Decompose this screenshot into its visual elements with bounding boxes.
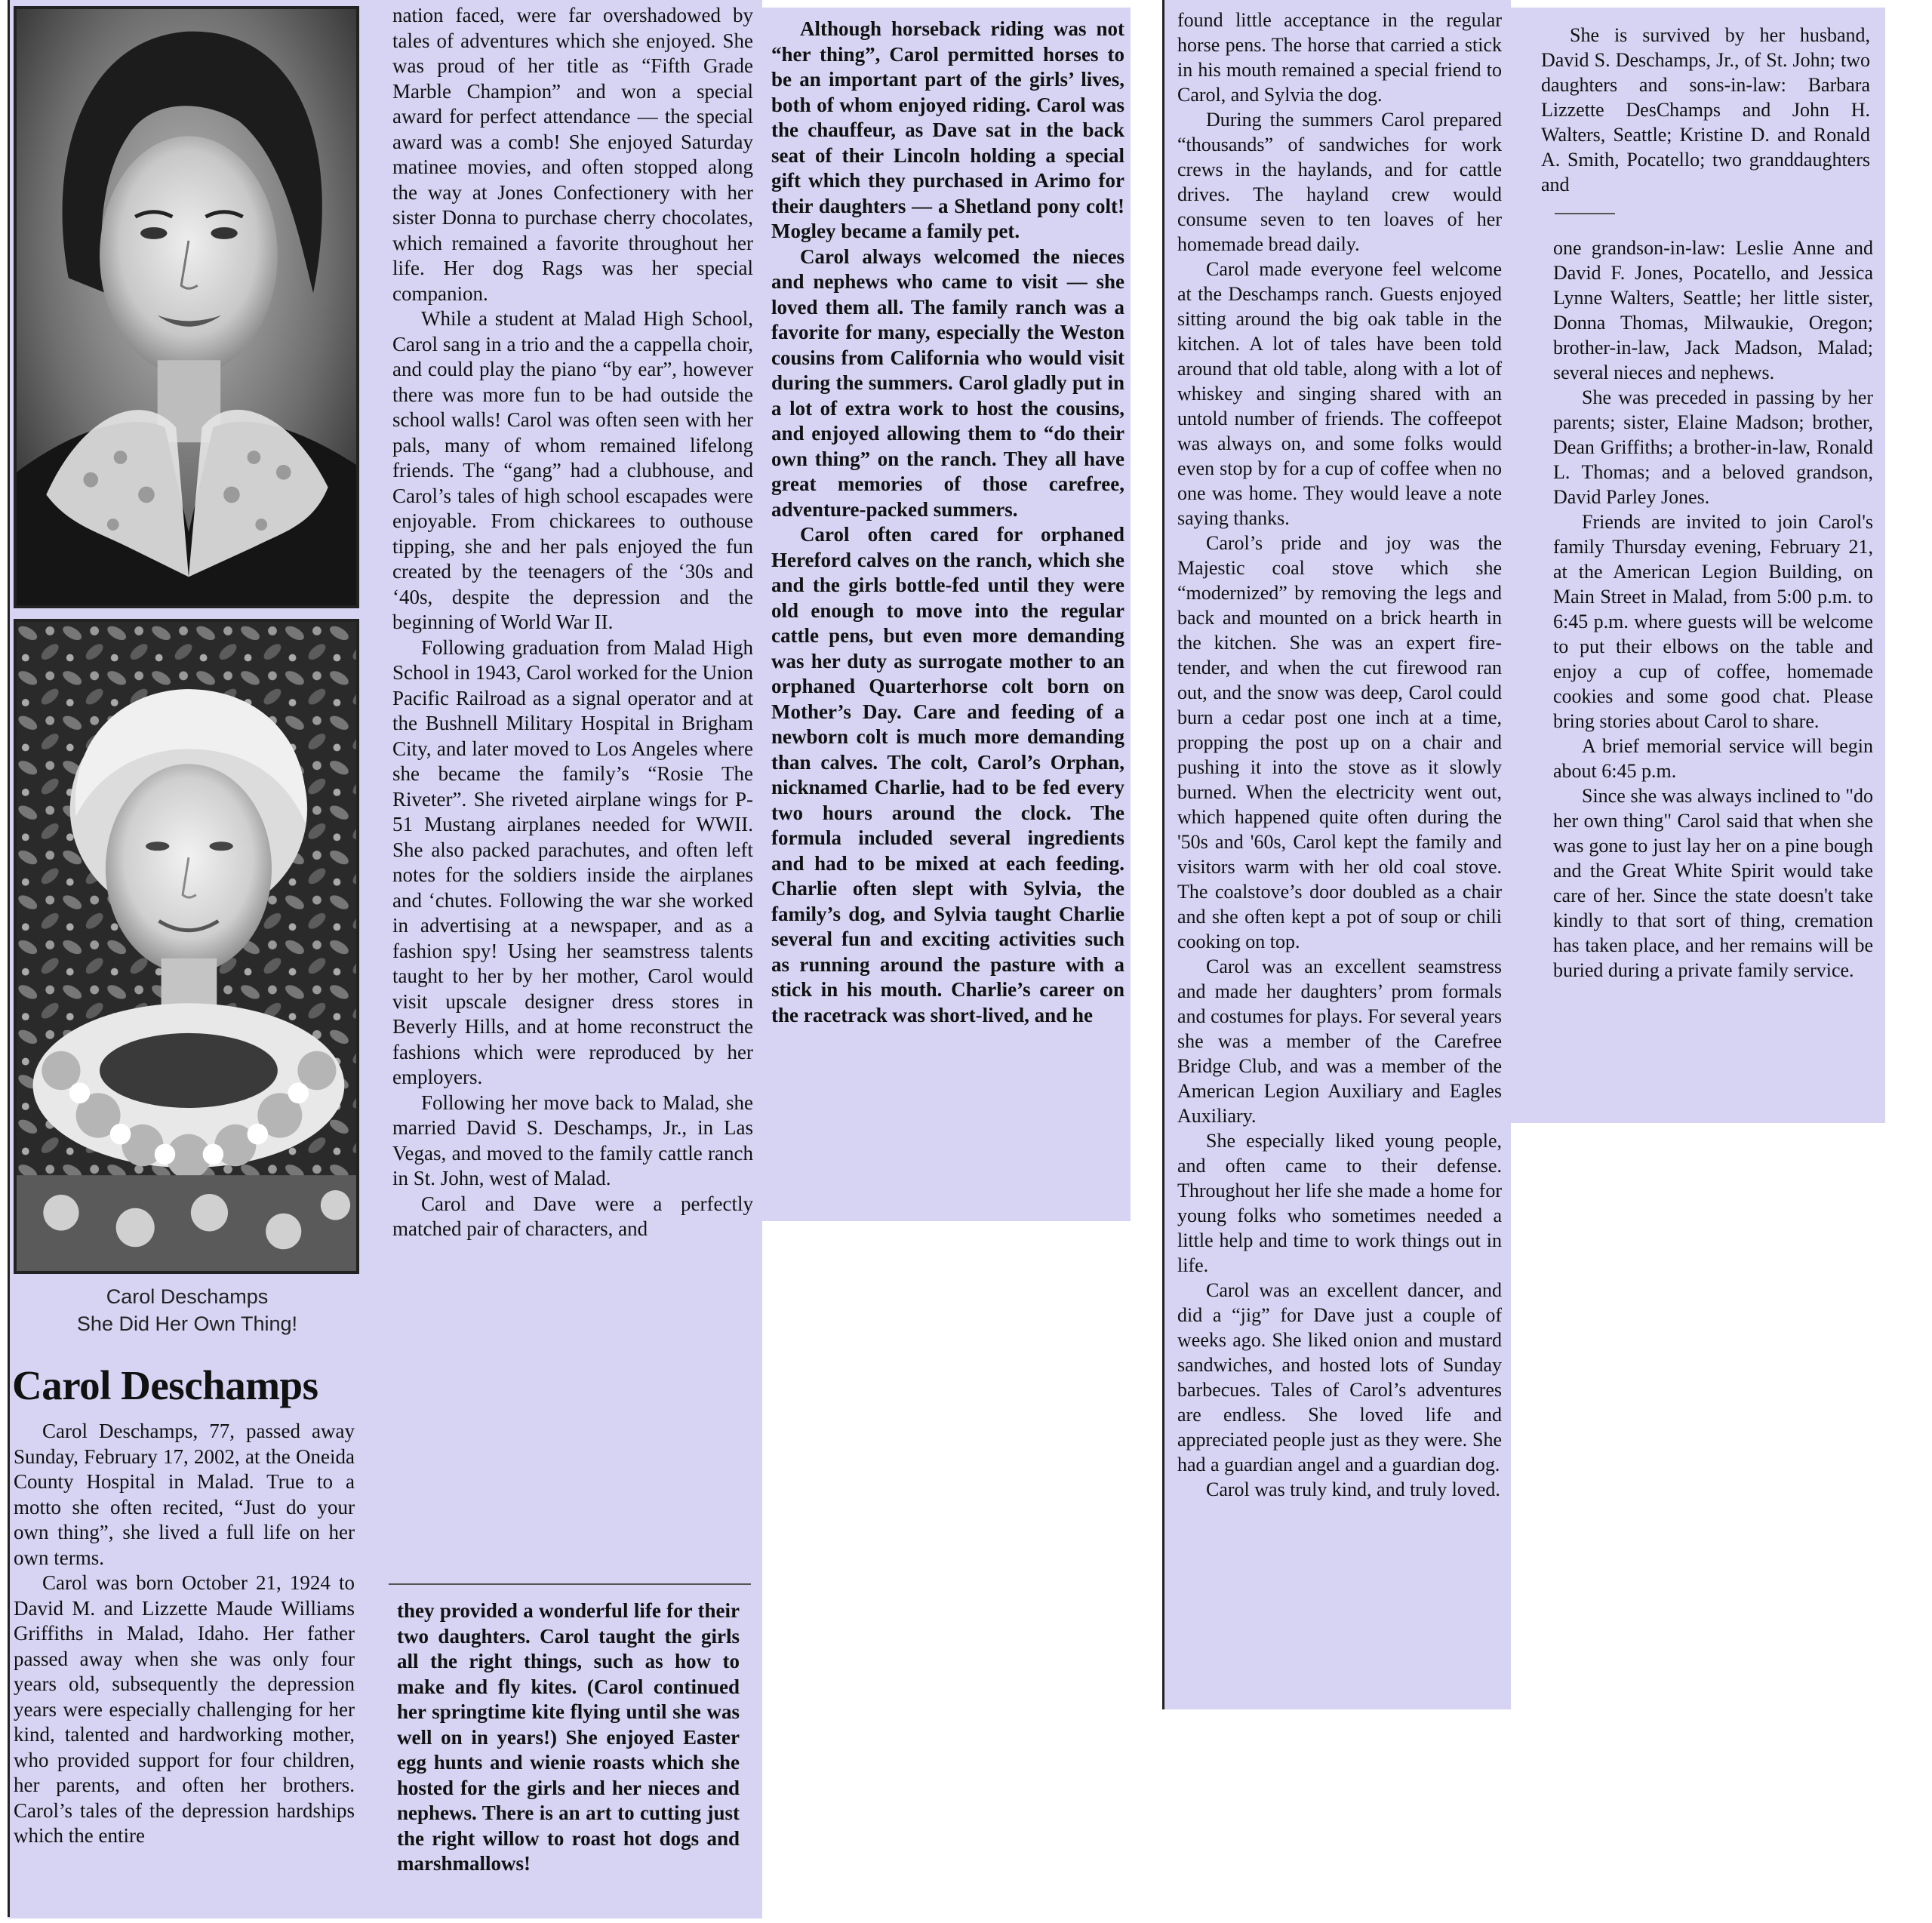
column-2-top: [392, 3, 753, 1242]
paragraph: Following her move back to Malad, she married David S. Deschamps, Jr., in Las Vegas, and moved to the family cattle ranch in St. John, west of Malad.: [392, 1091, 753, 1189]
paragraph: Carol always welcomed the nieces and nephews who came to visit — she loved them all. The family ranch was a favorite for many, especially the Weston cousins from California who would visit during the summers. Carol gladly put in a lot of extra work to host the cousins, and enjoyed allowing them to “do their own thing” on the ranch. They all have great memories of those carefree, adventure-packed summers.: [771, 245, 1124, 521]
paragraph: Since she was always inclined to "do her own thing" Carol said that when she was gone to just lay her on a pine bough and the Great White Spirit would take care of her. Since the state doesn't take kindly to that sort of thing, cremation has taken place, and her remains will be buried during a private family service.: [1553, 785, 1873, 981]
column-2-bottom: [397, 1598, 740, 1877]
paragraph: A brief memorial service will begin about 6:45 p.m.: [1553, 735, 1873, 782]
column-4: [1177, 8, 1502, 1502]
portrait-photo-young: [14, 6, 359, 608]
column-2-divider: [389, 1583, 751, 1585]
photo-caption: [14, 1283, 361, 1337]
column-5-bottom: [1553, 235, 1873, 983]
paragraph: Carol and Dave were a perfectly matched pair of characters, and: [392, 1192, 753, 1240]
portrait-photo-older: [14, 619, 359, 1274]
column-1: [14, 1419, 355, 1849]
column-3: [771, 17, 1124, 1028]
paragraph: She especially liked young people, and often came to their defense. Throughout her life she made a home for young folks who sometimes needed a little help and time to work things out in life.: [1177, 1130, 1502, 1276]
paragraph: She is survived by her husband, David S. Deschamps, Jr., of St. John; two daughters and sons-in-law: Barbara Lizzette DesChamps and John H. Walters, Seattle; Kristine D. and Ronald A. Smith, Pocatello; two granddaughters and: [1541, 24, 1870, 195]
paragraph: found little acceptance in the regular horse pens. The horse that carried a stick in his mouth remained a special friend to Carol, and Sylvia the dog.: [1177, 9, 1502, 106]
paragraph: She was preceded in passing by her parents; sister, Elaine Madson; brother, Dean Griffiths; a brother-in-law, Ronald L. Thomas; and a beloved grandson, David Parley Jones.: [1553, 386, 1873, 508]
paragraph: Carol made everyone feel welcome at the Deschamps ranch. Guests enjoyed sitting around the big oak table in the kitchen. A lot of tales have been told around that old table, along with a lot of whiskey and singing shared with an untold number of friends. The coffeepot was always on, and some folks would even stop by for a cup of coffee when no one was home. They would leave a note saying thanks.: [1177, 258, 1502, 529]
paragraph: Carol was born October 21, 1924 to David M. and Lizzette Maude Williams Griffiths in Malad, Idaho. Her father passed away when she was only four years old, subsequently the depression years were especially challenging for her kind, talented and hardworking mother, who provided support for four children, her parents, and often her brothers. Carol’s tales of the depression hardships which the entire: [14, 1571, 355, 1847]
paragraph: During the summers Carol prepared “thousands” of sandwiches for work crews in the haylands, and for cattle drives. The hayland crew would consume seven to ten loaves of her homemade bread daily.: [1177, 109, 1502, 255]
paragraph: While a student at Malad High School, Carol sang in a trio and the a cappella choir, and could play the piano “by ear”, however there was more fun to be had outside the school walls! Carol was often seen with her pals, many of whom remained lifelong friends. The “gang” had a clubhouse, and Carol’s tales of high school escapades were enjoyable. From chickarees to outhouse tipping, she and her pals enjoyed the fun created by the teenagers of the ‘30s and ‘40s, despite the depression and the beginning of World War II.: [392, 307, 753, 633]
paragraph: Carol was truly kind, and truly loved.: [1206, 1478, 1500, 1500]
left-edge-rule: [8, 0, 10, 1917]
portrait-older-image: [17, 622, 356, 1271]
paragraph: Carol’s pride and joy was the Majestic coal stove which she “modernized” by removing the legs and back and mounted on a brick hearth in the kitchen. She was an expert fire-tender, and when the cut firewood ran out, and the snow was deep, Carol could burn a cedar post one inch at a time, propping the post up on a chair and pushing it into the stove as it slowly burned. When the electricity went out, which happened quite often during the '50s and '60s, Carol kept the family and visitors warm with her old coal stove. The coalstove’s door doubled as a chair and she often kept a pot of soup or chili cooking on top.: [1177, 532, 1502, 952]
paragraph: one grandson-in-law: Leslie Anne and David F. Jones, Pocatello, and Jessica Lynne Walters, Seattle; her little sister, Donna Thomas, Milwaukie, Oregon; brother-in-law, Jack Madson, Malad; several nieces and nephews.: [1553, 237, 1873, 383]
paragraph: Although horseback riding was not “her thing”, Carol permitted horses to be an important part of the girls’ lives, both of whom enjoyed riding. Carol was the chauffeur, as Dave sat in the back seat of their Lincoln holding a special gift which they purchased in Arimo for their daughters — a Shetland pony colt! Mogley became a family pet.: [771, 17, 1124, 242]
paragraph: Carol was an excellent dancer, and did a “jig” for Dave just a couple of weeks ago. She liked onion and mustard sandwiches, and hosted lots of Sunday barbecues. Tales of Carol’s adventures are endless. She loved life and appreciated people just as they were. She had a guardian angel and a guardian dog.: [1177, 1279, 1502, 1475]
column-rule-4: [1162, 0, 1164, 1709]
paragraph: Friends are invited to join Carol's family Thursday evening, February 21, at the American Legion Building, on Main Street in Malad, from 5:00 p.m. to 6:45 p.m. where guests will be welcome to put their elbows on the table and enjoy a cup of coffee, homemade cookies and some good chat. Please bring stories about Carol to share.: [1553, 511, 1873, 732]
column-5-top: [1541, 23, 1870, 197]
obituary-headline: Carol Deschamps: [12, 1362, 318, 1408]
paragraph: they provided a wonderful life for their two daughters. Carol taught the girls all the right things, such as how to make and fly kites. (Carol continued her springtime kite flying until she was well on in years!) She enjoyed Easter egg hunts and wienie roasts which she hosted for the girls and her nieces and nephews. There is an art to cutting just the right willow to roast hot dogs and marshmallows!: [397, 1599, 740, 1875]
paragraph: Carol often cared for orphaned Hereford calves on the ranch, which she and the girls bottle-fed until they were old enough to move into the regular cattle pens, but even more demanding was her duty as surrogate mother to an orphaned Quarterhorse colt born on Mother’s Day. Care and feeding of a newborn colt is much more demanding than calves. The colt, Carol’s Orphan, nicknamed Charlie, had to be fed every two hours around the clock. The formula included several ingredients and had to be mixed at each feeding. Charlie often slept with Sylvia, the family’s dog, and Sylvia taught Charlie several fun and exciting activities such as running around the pasture with a stick in his mouth. Charlie’s career on the racetrack was short-lived, and he: [771, 523, 1124, 1026]
caption-line-1: Carol Deschamps: [106, 1285, 269, 1308]
column-5-divider: [1555, 213, 1615, 214]
paragraph: Carol Deschamps, 77, passed away Sunday, February 17, 2002, at the Oneida County Hospital in Malad. True to a motto she often recited, “Just do your own thing”, she lived a full life on her own terms.: [14, 1420, 355, 1569]
paragraph: Carol was an excellent seamstress and made her daughters’ prom formals and costumes for plays. For several years she was a member of the Carefree Bridge Club, and was a member of the American Legion Auxiliary and Eagles Auxiliary.: [1177, 955, 1502, 1127]
caption-line-2: She Did Her Own Thing!: [76, 1312, 298, 1335]
paragraph: Following graduation from Malad High School in 1943, Carol worked for the Union Pacific Railroad as a signal operator and at the Bushnell Military Hospital in Brigham City, and later moved to Los Angeles where she became the family’s “Rosie The Riveter”. She riveted airplane wings for P-51 Mustang airplanes needed for WWII. She also packed parachutes, and often left notes for the soldiers inside the airplanes and ‘chutes. Following the war she worked in advertising at a newspaper, and as a fashion spy! Using her seamstress talents taught to her by her mother, Carol would visit upscale designer dress stores in Beverly Hills, and at home reconstruct the fashions which were reproduced by her employers.: [392, 635, 753, 1088]
paragraph: nation faced, were far overshadowed by tales of adventures which she enjoyed. She was proud of her title as “Fifth Grade Marble Champion” and won a special award for perfect attendance — the special award was a comb! She enjoyed Saturday matinee movies, and often stopped along the way at Jones Confectionery with her sister Donna to purchase cherry chocolates, which remained a favorite throughout her life. Her dog Rags was her special companion.: [392, 4, 753, 305]
portrait-young-image: [17, 9, 356, 605]
